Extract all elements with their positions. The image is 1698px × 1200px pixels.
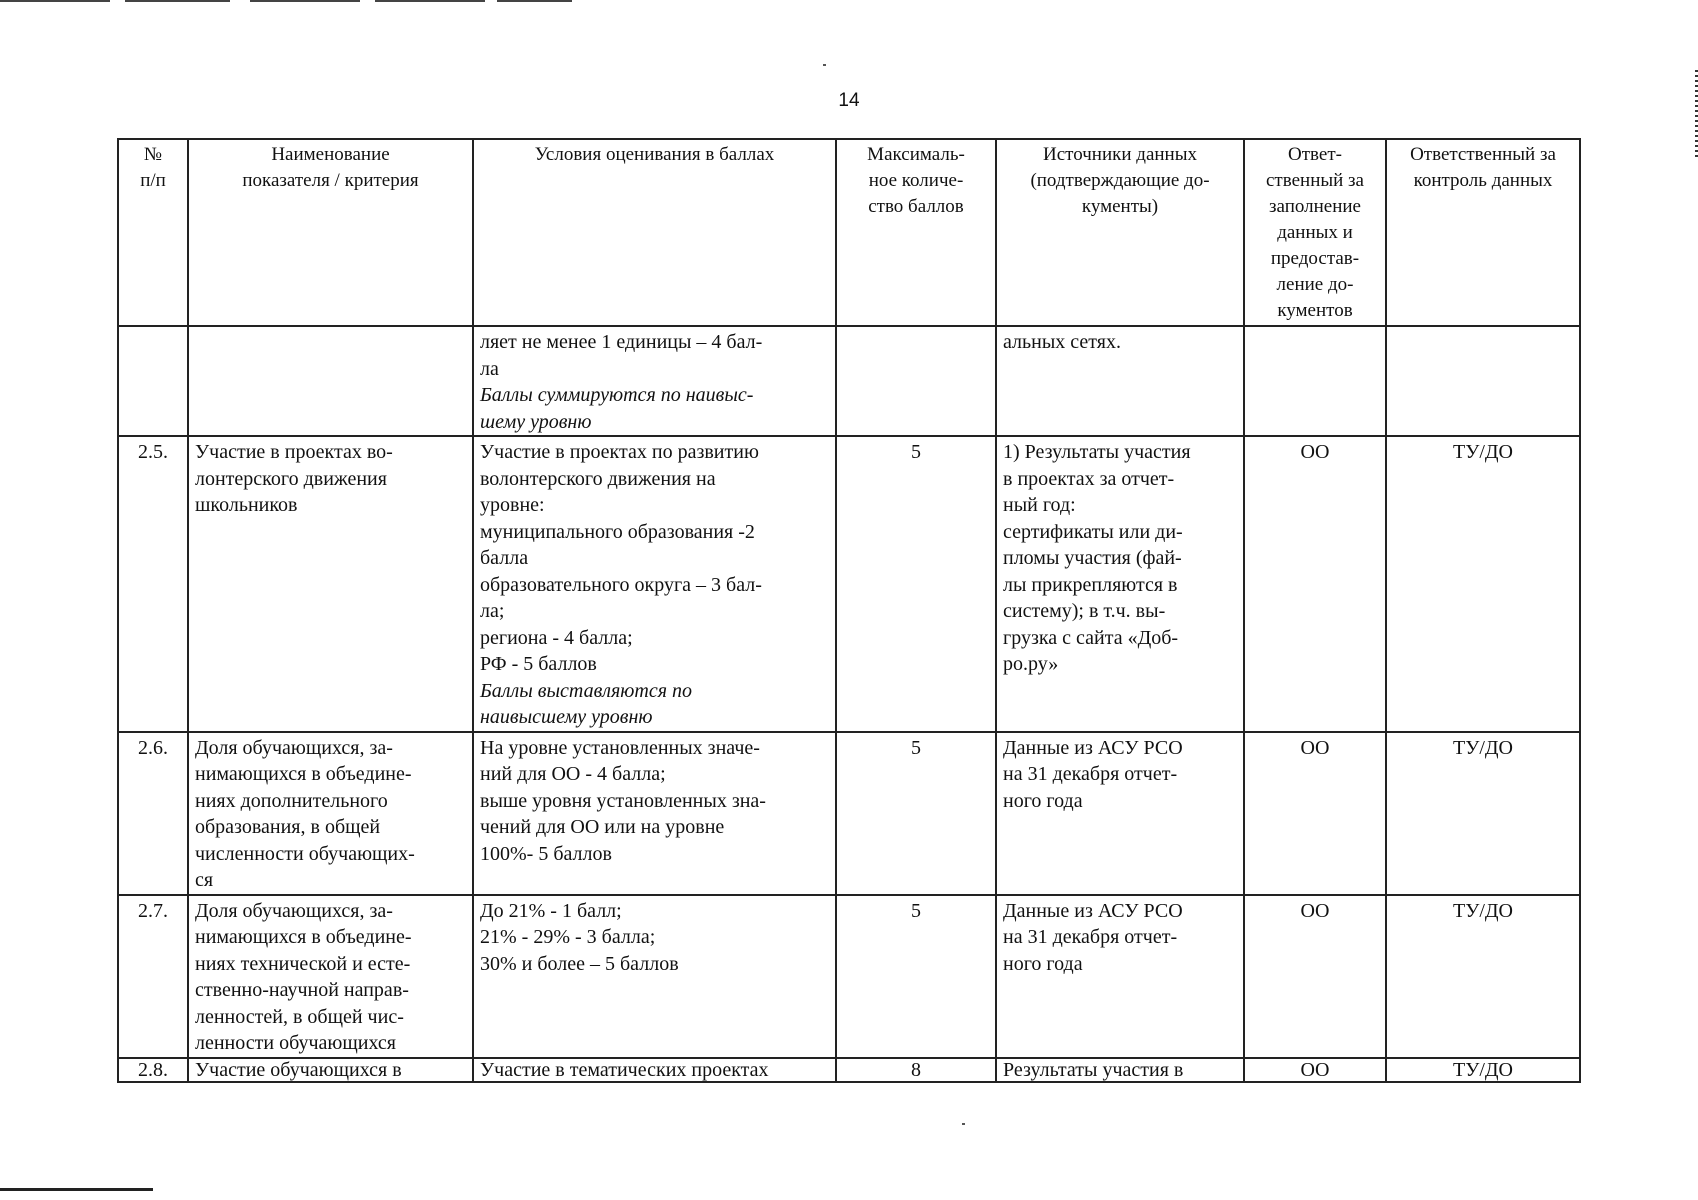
responsible-fill: ОО [1244,436,1386,732]
scan-artifact-line [497,0,572,2]
conditions-text: На уровне установленных значе- ний для ОО - 4 балла; выше уровня установленных зна- чений для ОО или на уровне 100%- 5 баллов [480,736,766,865]
max-points: 5 [836,732,996,895]
data-sources: Результаты участия в [996,1058,1244,1082]
responsible-control: ТУ/ДО [1386,732,1580,895]
row-number: 2.5. [118,436,188,732]
row-number: 2.6. [118,732,188,895]
scan-artifact-line [125,0,230,2]
responsible-control: ТУ/ДО [1386,1058,1580,1082]
row-number [118,326,188,436]
table-row [118,895,1580,1058]
conditions-text: Участие в тематических проектах [480,1058,769,1081]
scan-artifact-dot [962,1123,965,1125]
max-points: 8 [836,1058,996,1082]
scan-artifact-line [250,0,360,2]
conditions-text: Участие в проектах по развитию волонтерского движения на уровне: муниципального образования -2 балла образовательного округа – 3 бал- ла; региона - 4 балла; РФ - 5 баллов [480,441,762,675]
conditions-note: Баллы суммируются по наивыс- шему уровню [480,384,754,433]
max-points: 5 [836,436,996,732]
scan-artifact-line [0,0,110,2]
conditions-cell [473,326,836,436]
data-sources: Данные из АСУ РСО на 31 декабря отчет- ного года [996,895,1244,1058]
responsible-fill: ОО [1244,732,1386,895]
table-row [118,326,1580,436]
data-sources: Данные из АСУ РСО на 31 декабря отчет- ного года [996,732,1244,895]
data-sources: 1) Результаты участия в проектах за отчет- ный год: сертификаты или ди- пломы участия (фай- лы прикрепляются в систему); в т.ч. вы- грузка с сайта «Доб- ро.ру» [996,436,1244,732]
table-row [118,1058,1580,1082]
responsible-control: ТУ/ДО [1386,436,1580,732]
max-points: 5 [836,895,996,1058]
table-header-row [118,139,1580,326]
criteria-table [117,138,1581,1083]
indicator-name: Доля обучающихся, за- нимающихся в объедине- ниях технической и есте- ственно-научной направ- ленностей, в общей чис- ленности обучающихся [188,895,473,1058]
data-sources: альных сетях. [996,326,1244,436]
row-number: 2.7. [118,895,188,1058]
conditions-cell [473,1058,836,1082]
page-number: 14 [838,90,860,111]
indicator-name [188,326,473,436]
conditions-note: Баллы выставляются по наивысшему уровню [480,679,692,728]
table-row [118,732,1580,895]
header-responsible-fill: Ответ- ственный за заполнение данных и предостав- ление до- кументов [1244,139,1386,326]
row-number: 2.8. [118,1058,188,1082]
indicator-name: Участие в проектах во- лонтерского движения школьников [188,436,473,732]
header-indicator-name: Наименование показателя / критерия [188,139,473,326]
table-row [118,436,1580,732]
responsible-fill [1244,326,1386,436]
max-points [836,326,996,436]
conditions-text: До 21% - 1 балл; 21% - 29% - 3 балла; 30% и более – 5 баллов [480,899,679,975]
responsible-control: ТУ/ДО [1386,895,1580,1058]
responsible-control [1386,326,1580,436]
indicator-name: Доля обучающихся, за- нимающихся в объедине- ниях дополнительного образования, в общей численности обучающих- ся [188,732,473,895]
conditions-cell [473,895,836,1058]
conditions-cell [473,732,836,895]
responsible-fill: ОО [1244,1058,1386,1082]
header-data-sources: Источники данных (подтверждающие до- кументы) [996,139,1244,326]
footnote-rule [0,1188,153,1191]
header-responsible-control: Ответственный за контроль данных [1386,139,1580,326]
scan-artifact-dot [823,64,826,66]
conditions-cell [473,436,836,732]
header-number: № п/п [118,139,188,326]
scan-artifact-line [375,0,485,2]
indicator-name: Участие обучающихся в [188,1058,473,1082]
header-conditions: Условия оценивания в баллах [473,139,836,326]
header-max-points: Максималь- ное количе- ство баллов [836,139,996,326]
conditions-text: ляет не менее 1 единицы – 4 бал- ла [480,331,763,380]
responsible-fill: ОО [1244,895,1386,1058]
